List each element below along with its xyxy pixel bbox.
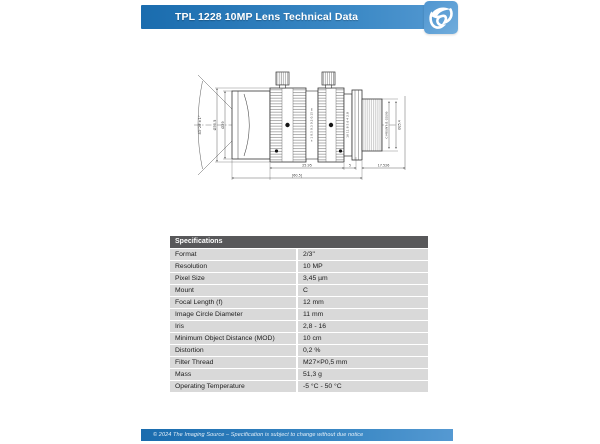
table-row — [170, 357, 428, 368]
spec-value: 2,8 - 16 — [298, 321, 428, 332]
front-barrel — [232, 91, 270, 159]
spec-label: Resolution — [170, 261, 296, 272]
spec-value: -5 °C - 50 °C — [298, 381, 428, 392]
iris-set-screw — [339, 149, 342, 152]
iris-scale-label: 16 11 8 5.6 4 2.8 — [345, 112, 350, 138]
table-row — [170, 321, 428, 332]
table-row — [170, 249, 428, 260]
outer-diameter-label: Ø30.5 — [213, 119, 217, 131]
mount-diameter-label: Ø25.4 — [397, 120, 402, 130]
footer-bar — [141, 429, 453, 441]
iris-ring — [318, 88, 344, 162]
rear-flange-ring — [352, 90, 362, 160]
spec-value: 11 mm — [298, 309, 428, 320]
table-row — [170, 297, 428, 308]
spec-value: 12 mm — [298, 297, 428, 308]
spec-label: Filter Thread — [170, 357, 296, 368]
spec-value: 51,3 g — [298, 369, 428, 380]
specifications-table-header: Specifications — [170, 236, 428, 248]
footer-copyright-text: © 2024 The Imaging Source – Specification is subject to change without due notice — [153, 432, 364, 438]
spec-label: Focal Length (f) — [170, 297, 296, 308]
table-row — [170, 273, 428, 284]
table-row — [170, 261, 428, 272]
page-title: TPL 1228 10MP Lens Technical Data — [175, 11, 359, 23]
focus-scale-label: ∞ 1 0.5 0.3 0.2 0.15 m — [309, 107, 314, 143]
spec-label: Format — [170, 249, 296, 260]
iris-lock-screw — [322, 72, 335, 88]
spec-label: Distortion — [170, 345, 296, 356]
focus-ring — [270, 88, 306, 162]
spec-label: Mass — [170, 369, 296, 380]
spec-label: Operating Temperature — [170, 381, 296, 392]
spec-value: 3,45 µm — [298, 273, 428, 284]
spec-label: Iris — [170, 321, 296, 332]
table-row — [170, 285, 428, 296]
focus-set-screw — [275, 149, 278, 152]
specifications-table — [170, 236, 428, 392]
ring-span-dimension: 25.95 — [302, 163, 312, 168]
spec-value: 10 cm — [298, 333, 428, 344]
c-mount-thread — [362, 99, 382, 151]
spec-value: C — [298, 285, 428, 296]
spec-value: 2/3" — [298, 249, 428, 260]
table-row — [170, 381, 428, 392]
spec-label: Mount — [170, 285, 296, 296]
iris-index-dot — [329, 123, 333, 127]
front-diameter-label: Ø29 — [221, 121, 225, 129]
spec-label: Minimum Object Distance (MOD) — [170, 333, 296, 344]
lens-drawing-svg — [192, 66, 402, 194]
table-row — [170, 345, 428, 356]
c-mount-label: C-MOUNT (1-32UN) — [384, 111, 389, 139]
lens-technical-drawing — [192, 66, 402, 194]
spec-label: Image Circle Diameter — [170, 309, 296, 320]
spec-value: M27×P0,5 mm — [298, 357, 428, 368]
spec-value: 10 MP — [298, 261, 428, 272]
step-dimension: 5 — [348, 163, 352, 168]
focus-lock-screw — [276, 72, 289, 88]
company-logo-badge — [424, 1, 458, 34]
title-bar — [141, 5, 453, 29]
spec-value: 0,2 % — [298, 345, 428, 356]
angle-of-view-label: 43°28'±1° — [198, 115, 202, 135]
overall-length-dimension: [60.5] — [291, 173, 303, 178]
table-row — [170, 369, 428, 380]
imaging-source-bird-icon — [427, 4, 455, 32]
flange-distance-dimension: 17.526 — [377, 163, 390, 168]
table-row — [170, 333, 428, 344]
table-row — [170, 309, 428, 320]
spec-label: Pixel Size — [170, 273, 296, 284]
focus-index-dot — [285, 123, 289, 127]
document-page — [141, 0, 460, 444]
